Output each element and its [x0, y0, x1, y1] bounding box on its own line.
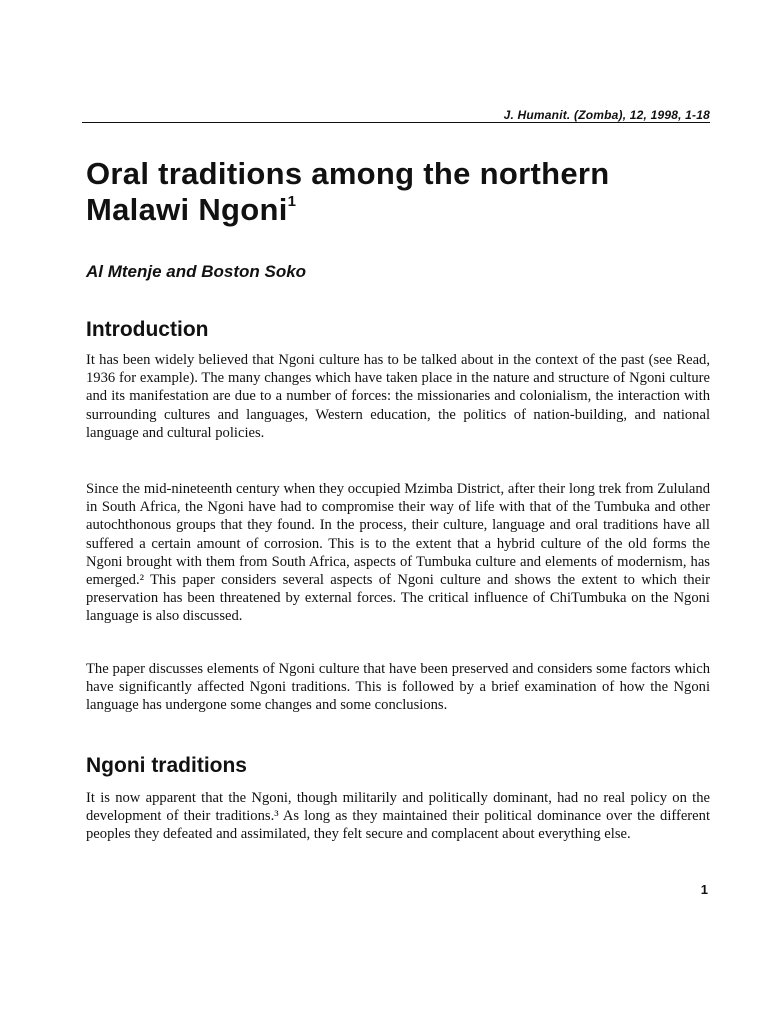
- intro-paragraph-3: The paper discusses elements of Ngoni culture that have been preserved and considers some factors which have significantly affected Ngoni traditions. This is followed by a brief examination of how the Ngoni language has undergone some changes and some conclusions.: [86, 661, 710, 714]
- title-footnote-marker: 1: [287, 193, 297, 210]
- article-title-text: Oral traditions among the northern Malawi Ngoni: [86, 156, 610, 227]
- intro-paragraph-2: Since the mid-nineteenth century when they occupied Mzimba District, after their long trek from Zululand in South Africa, the Ngoni have had to compromise their way of life with that of the Tumbuka and other autochthonous groups that they found. In the process, their culture, language and oral traditions have all suffered a certain amount of corrosion. This is to the extent that a hybrid culture of the old forms the Ngoni brought with them from South Africa, aspects of Tumbuka culture and elements of modernism, has emerged.² This paper considers several aspects of Ngoni culture and shows the extent to which their preservation has been threatened by external forces. The critical influence of ChiTumbuka on the Ngoni language is also discussed.: [86, 481, 710, 625]
- intro-paragraph-1: It has been widely believed that Ngoni culture has to be talked about in the context of the past (see Read, 1936 for example). The many changes which have taken place in the nature and structure of Ngoni culture and its manifestation are due to a number of forces: the missionaries and colonialism, the interaction with surrounding cultures and languages, Western education, the politics of nation-building, and national language and cultural policies.: [86, 352, 710, 441]
- header-rule: [82, 122, 710, 123]
- journal-reference: J. Humanit. (Zomba), 12, 1998, 1-18: [503, 108, 710, 122]
- article-title: [86, 156, 706, 228]
- section-heading-introduction: Introduction: [86, 318, 209, 341]
- page-number: 1: [700, 882, 708, 897]
- section-heading-ngoni-traditions: Ngoni traditions: [86, 754, 247, 777]
- traditions-paragraph-1: It is now apparent that the Ngoni, though militarily and politically dominant, had no real policy on the development of their traditions.³ As long as they maintained their political dominance over the different peoples they defeated and assimilated, they felt secure and complacent about everything else.: [86, 790, 710, 843]
- article-authors: Al Mtenje and Boston Soko: [86, 262, 307, 281]
